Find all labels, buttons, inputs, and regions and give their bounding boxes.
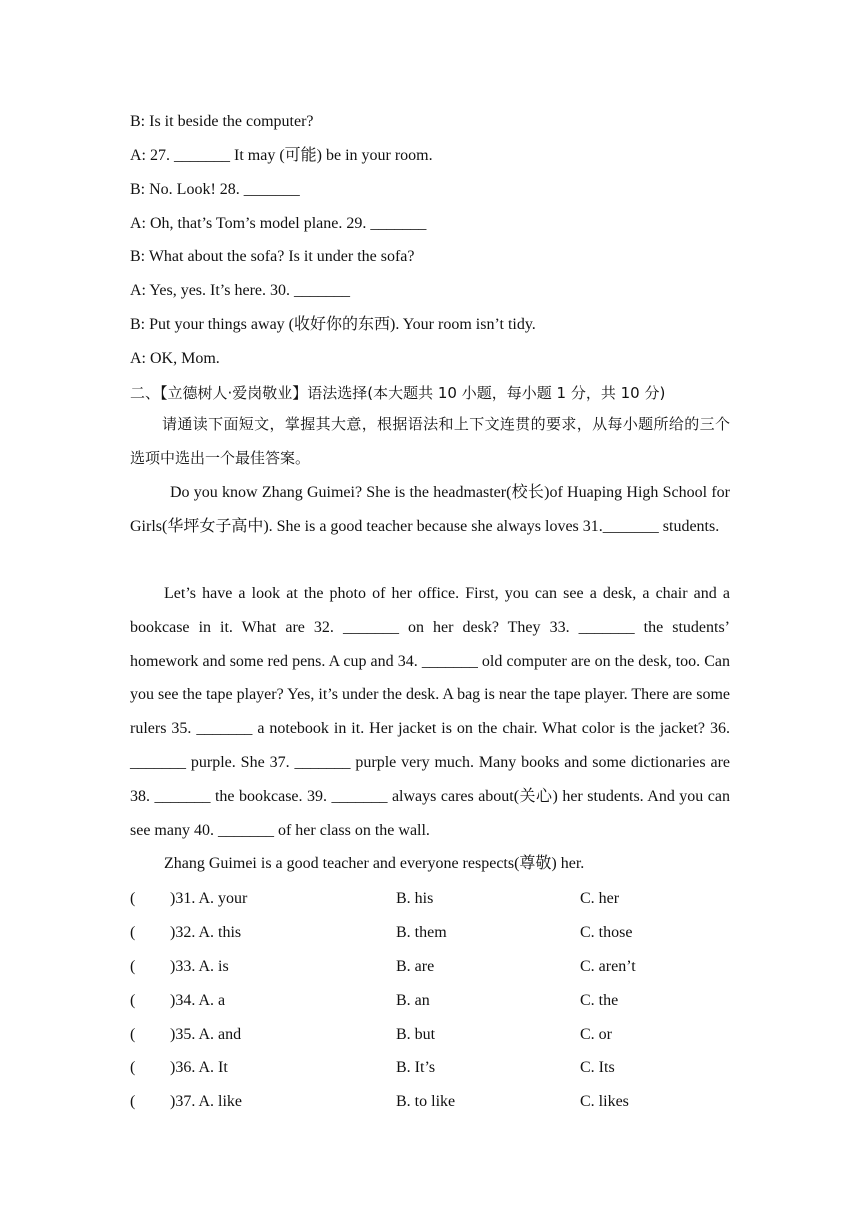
question-row <box>130 1092 730 1112</box>
answer-paren[interactable]: ( <box>130 958 136 975</box>
option-a: )32. A. this <box>170 924 242 941</box>
answer-paren[interactable]: ( <box>130 1093 136 1110</box>
section-instructions: 请通读下面短文，掌握其大意，根据语法和上下文连贯的要求，从每小题所给的三个选项中选出一个最佳答案。 <box>130 415 730 467</box>
section-heading: 二、【立德树人·爱岗敬业】语法选择(本大题共 10 小题，每小题 1 分，共 10 分) <box>130 384 666 402</box>
option-b: B. are <box>396 958 435 975</box>
option-b: B. to like <box>396 1093 456 1110</box>
answer-paren[interactable]: ( <box>130 890 136 907</box>
dialogue-line: B: What about the sofa? Is it under the sofa? <box>130 248 415 265</box>
option-a: )34. A. a <box>170 992 226 1009</box>
dialogue-line: A: OK, Mom. <box>130 350 220 367</box>
option-b: B. them <box>396 924 447 941</box>
passage-paragraph: Zhang Guimei is a good teacher and everyone respects(尊敬) her. <box>164 855 585 872</box>
option-a: )33. A. is <box>170 958 229 975</box>
option-b: B. It’s <box>396 1059 436 1076</box>
answer-paren[interactable]: ( <box>130 924 136 941</box>
option-b: B. his <box>396 890 434 907</box>
option-a: )35. A. and <box>170 1026 242 1043</box>
option-a: )36. A. It <box>170 1059 228 1076</box>
question-row <box>130 957 730 977</box>
option-c: C. Its <box>580 1059 615 1076</box>
option-c: C. or <box>580 1026 612 1043</box>
option-c: C. those <box>580 924 633 941</box>
passage-paragraph: Let’s have a look at the photo of her office. First, you can see a desk, a chair and a bookcase in it. What are 32. _______ on her desk? They 33. _______ the students’ homework and some red pens. A cup and 34. _______ old computer are on the desk, too. Can you see the tape player? Yes, it’s under the desk. A bag is near the tape player. There are some rulers 35. _______ a notebook in it. Her jacket is on the chair. What color is the jacket? 36. _______ purple. She 37. _______ purple very much. Many books and some dictionaries are 38. _______ the bookcase. 39. _______ always cares about(关心) her students. And you can see many 40. _______ of her class on the wall. <box>130 585 730 839</box>
answer-paren[interactable]: ( <box>130 1026 136 1043</box>
option-c: C. her <box>580 890 620 907</box>
passage-paragraph: Do you know Zhang Guimei? She is the headmaster(校长)of Huaping High School for Girls(华坪女子高中). She is a good teacher because she always loves 31._______ students. <box>130 484 730 535</box>
dialogue-line: A: 27. _______ It may (可能) be in your room. <box>130 147 433 164</box>
option-c: C. the <box>580 992 619 1009</box>
option-a: )31. A. your <box>170 890 248 907</box>
option-c: C. likes <box>580 1093 629 1110</box>
dialogue-line: A: Yes, yes. It’s here. 30. _______ <box>130 282 350 299</box>
dialogue-line: B: Is it beside the computer? <box>130 113 314 130</box>
question-row <box>130 1058 730 1078</box>
option-a: )37. A. like <box>170 1093 242 1110</box>
dialogue-line: A: Oh, that’s Tom’s model plane. 29. _______ <box>130 215 427 232</box>
dialogue-line: B: Put your things away (收好你的东西). Your room isn’t tidy. <box>130 316 536 333</box>
option-c: C. aren’t <box>580 958 636 975</box>
question-row <box>130 923 730 943</box>
option-b: B. but <box>396 1026 436 1043</box>
answer-paren[interactable]: ( <box>130 992 136 1009</box>
answer-paren[interactable]: ( <box>130 1059 136 1076</box>
question-row <box>130 991 730 1011</box>
option-b: B. an <box>396 992 430 1009</box>
question-row <box>130 1025 730 1045</box>
dialogue-line: B: No. Look! 28. _______ <box>130 181 300 198</box>
question-row <box>130 889 730 909</box>
